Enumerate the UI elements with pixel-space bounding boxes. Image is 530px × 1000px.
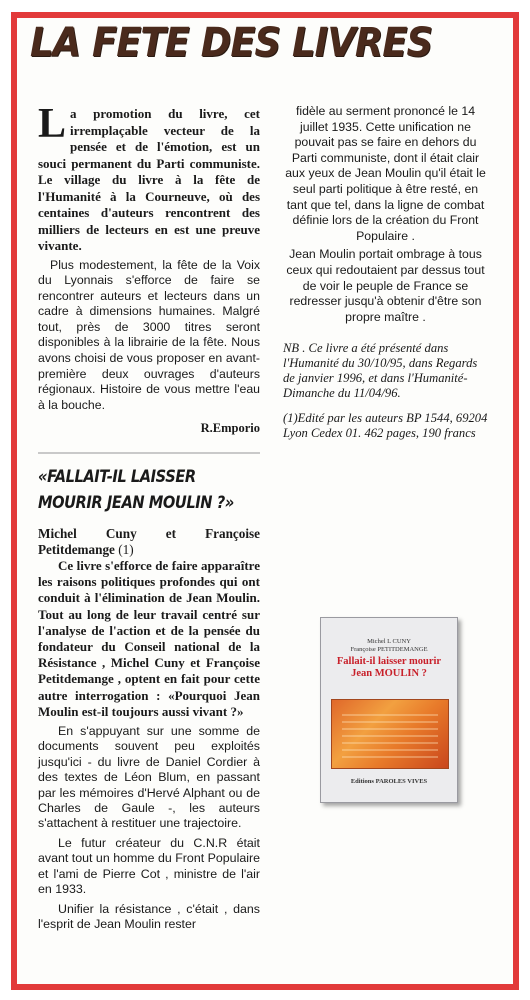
- review-lead: Ce livre s'efforce de faire apparaître les raisons politiques profondes qui ont conduit à l'élimination de Jean Moulin. Tout au long de leur travail centré sur l'analyse de l'action et de la pensée du fondateur du Conseil national de la Résistance , Michel Cuny et Françoise Petitdemange , optent en fait pour cette autre interrogation : «Pourquoi Jean Moulin est-il toujours aussi vivant ?»: [38, 558, 260, 719]
- book-publisher: Editions PAROLES VIVES: [350, 778, 428, 785]
- review-headline: «FALLAIT-IL LAISSER MOURIR JEAN MOULIN ?»: [38, 467, 234, 513]
- intro-column: [38, 101, 260, 436]
- author-signature: R.Emporio: [200, 421, 260, 436]
- review-authors-note: (1): [114, 542, 134, 557]
- intro-lead: [38, 101, 260, 255]
- review-column: [38, 464, 260, 932]
- book-authors: [321, 638, 457, 654]
- review-paragraph-3: Unifier la résistance , c'était , dans l'esprit de Jean Moulin rester: [38, 901, 260, 931]
- book-cover-artwork: [331, 699, 449, 769]
- intro-lead-text: a promotion du livre, cet irremplaçable vecteur de la pensée et de l'émotion, est un souci permanent du Parti communiste. Le village du livre à la fête de l'Humanité à la Courneuve, où des centaines d'auteurs rencontrent des milliers de lecteurs en est une preuve vivante.: [38, 106, 260, 253]
- book-cover-image: [320, 617, 458, 803]
- book-author-1: Michel L CUNY: [367, 638, 411, 645]
- right-paragraph-1: fidèle au serment prononcé le 14 juillet 1935. Cette unification ne pouvait pas se faire en dehors du Parti communiste, dont il était clair aux yeux de Jean Moulin qu'il était le seul parti politique à être resté, en tant que tel, dans la ligne de combat définie lors de la création du Front Populaire .: [285, 104, 486, 243]
- review-authors: [38, 526, 260, 558]
- book-title: Fallait-il laisser mourir Jean MOULIN ?: [336, 656, 442, 679]
- page-title: LA FETE DES LIVRES: [30, 20, 433, 66]
- review-paragraph-1: En s'appuyant sur une somme de documents souvent peu exploités jusqu'ici - du livre de Daniel Cordier à des textes de Léon Blum, en passant par les mémoires d'Hervé Alphant ou de Charles de Gaule -, les auteurs s'attachent à restituer une trajectoire.: [38, 724, 260, 831]
- review-paragraph-2: Le futur créateur du C.N.R était avant tout un homme du Front Populaire et l'ami de Pierre Cot , ministre de l'air en 1933.: [38, 835, 260, 897]
- review-authors-names: Michel Cuny et Françoise Petitdemange: [38, 526, 260, 557]
- right-column: [283, 104, 488, 441]
- dropcap: L: [38, 101, 67, 147]
- book-author-2: Françoise PETITDEMANGE: [350, 646, 428, 653]
- intro-paragraph: Plus modestement, la fête de la Voix du Lyonnais s'efforce de faire se rencontrer auteurs et lecteurs dans un cadre à dimensions humaines. Malgré tout, près de 3000 titres seront disponibles à la librairie de la fête. Nous avons choisi de vous proposer en avant-première deux ouvrages d'auteurs régionaux. Histoire de vous mettre l'eau à la bouche.: [38, 257, 260, 412]
- nb-note: NB . Ce livre a été présenté dans l'Humanité du 30/10/95, dans Regards de janvier 1996, et dans l'Humanité-Dimanche du 11/04/96.: [283, 341, 478, 401]
- right-paragraph-2: Jean Moulin portait ombrage à tous ceux qui redoutaient par dessus tout de voir le peuple de France se redresser jusqu'à obtenir d'être son propre maître .: [286, 247, 485, 324]
- publisher-footnote: (1)Edité par les auteurs BP 1544, 69204 Lyon Cedex 01. 462 pages, 190 francs: [283, 411, 488, 441]
- column-divider: [38, 452, 260, 454]
